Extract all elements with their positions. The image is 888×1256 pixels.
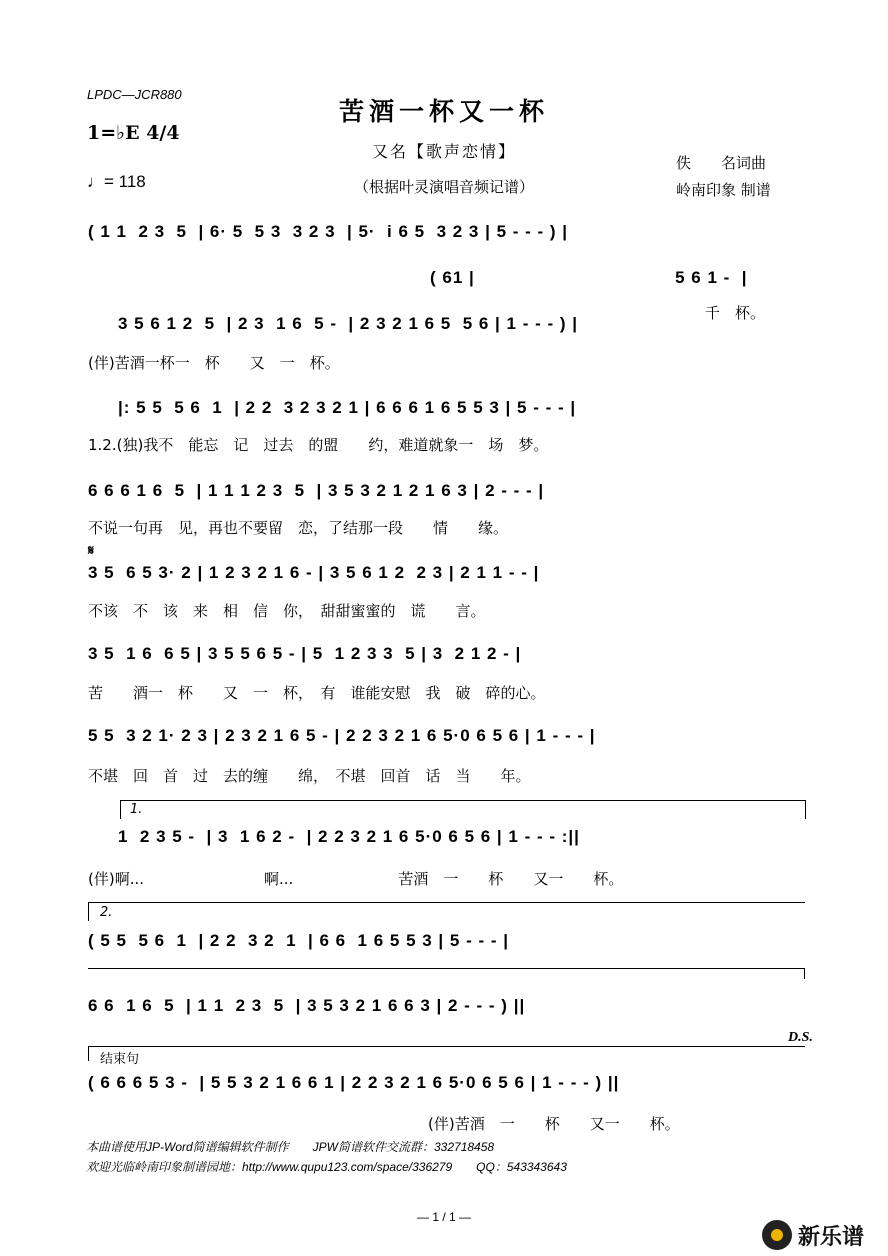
- volta-2-bracket: [88, 902, 805, 921]
- volta-2-continuation: [88, 968, 805, 979]
- footer-software-note: 本曲谱使用JP-Word简谱编辑软件制作 JPW简谱软件交流群：332718458: [86, 1140, 495, 1154]
- lyric-line-4: 1.2.(独)我不 能忘 记 过去 的盟 约，难道就象一 场 梦。: [88, 436, 549, 454]
- score-line-6: 3 5 6 5 3· 2 | 1 2 3 2 1 6 - | 3 5 6 1 2 2 3 | 2 1 1 - - |: [88, 563, 540, 582]
- footer-website-note: 欢迎光临岭南印象制谱园地：http://www.qupu123.com/space/336279 QQ：543343643: [86, 1160, 567, 1174]
- score-line-7: 3 5 1 6 6 5 | 3 5 5 6 5 - | 5 1 2 3 3 5 | 3 2 1 2 - |: [88, 644, 522, 663]
- ds-marking: D.S.: [788, 1030, 813, 1045]
- song-subtitle: 又名【歌声恋情】: [371, 142, 516, 161]
- volta-2-label: 2.: [100, 905, 113, 920]
- lyric-line-6: 不该 不 该 来 相 信 你， 甜甜蜜蜜的 谎 言。: [88, 602, 486, 620]
- volta-1-bracket: [120, 800, 806, 819]
- tempo-marking: ♩= 118: [87, 172, 146, 191]
- page-number: — 1 / 1 —: [416, 1210, 472, 1224]
- vinyl-disc-icon: [762, 1220, 792, 1250]
- transcription-note: （根据叶灵演唱音频记谱）: [353, 178, 534, 196]
- site-logo: [762, 1218, 884, 1252]
- score-line-4: |: 5 5 5 6 1 | 2 2 3 2 3 2 1 | 6 6 6 1 6 5 5 3 | 5 - - - |: [118, 398, 577, 417]
- score-line-1: ( 1 1 2 3 5 | 6· 5 5 3 3 2 3 | 5· i 6 5 3 2 3 | 5 - - - ) |: [88, 222, 569, 241]
- lyric-line-2: 千 杯。: [705, 304, 766, 322]
- credit-transcriber: 岭南印象 制谱: [676, 181, 771, 199]
- score-line-5: 6 6 6 1 6 5 | 1 1 1 2 3 5 | 3 5 3 2 1 2 1 6 3 | 2 - - - |: [88, 481, 545, 500]
- score-line-9: 1 2 3 5 - | 3 1 6 2 - | 2 2 3 2 1 6 5·0 6 5 6 | 1 - - - :||: [118, 827, 580, 846]
- key-signature: 1=♭E 4/4: [87, 122, 180, 144]
- volta-1-label: 1.: [130, 802, 143, 817]
- score-line-3: 3 5 6 1 2 5 | 2 3 1 6 5 - | 2 3 2 1 6 5 5 6 | 1 - - - ) |: [118, 314, 579, 333]
- ending-label: 结束句: [100, 1052, 140, 1067]
- lyric-line-7: 苦 酒一 杯 又 一 杯， 有 谁能安慰 我 破 碎的心。: [88, 684, 546, 702]
- ending-bracket: [88, 1046, 805, 1061]
- score-line-11: 6 6 1 6 5 | 1 1 2 3 5 | 3 5 3 2 1 6 6 3 | 2 - - - ) ||: [88, 996, 526, 1015]
- score-line-2: ( 61 | 5 6 1 - |: [430, 268, 748, 287]
- score-line-8: 5 5 3 2 1· 2 3 | 2 3 2 1 6 5 - | 2 2 3 2 1 6 5·0 6 5 6 | 1 - - - |: [88, 726, 596, 745]
- segno-sign: 𝄋: [88, 542, 96, 558]
- lyric-line-12: (伴)苦酒 一 杯 又一 杯。: [428, 1115, 680, 1133]
- logo-text: 新乐谱: [798, 1224, 865, 1250]
- credit-lyrics: 佚 名词曲: [676, 154, 767, 172]
- score-line-10: ( 5 5 5 6 1 | 2 2 3 2 1 | 6 6 1 6 5 5 3 | 5 - - - |: [88, 931, 509, 950]
- lyric-line-8: 不堪 回 首 过 去的缠 绵， 不堪 回首 话 当 年。: [88, 767, 531, 785]
- lyric-line-5: 不说一句再 见，再也不要留 恋，了结那一段 情 缘。: [88, 519, 509, 537]
- song-title: 苦酒一杯又一杯: [338, 97, 549, 126]
- lyric-line-3: (伴)苦酒一杯一 杯 又 一 杯。: [88, 354, 340, 372]
- score-code: LPDC—JCR880: [87, 87, 182, 102]
- lyric-line-9: (伴)啊... 啊... 苦酒 一 杯 又一 杯。: [88, 870, 624, 888]
- score-line-12: ( 6 6 6 5 3 - | 5 5 3 2 1 6 6 1 | 2 2 3 2 1 6 5·0 6 5 6 | 1 - - - ) ||: [88, 1073, 620, 1092]
